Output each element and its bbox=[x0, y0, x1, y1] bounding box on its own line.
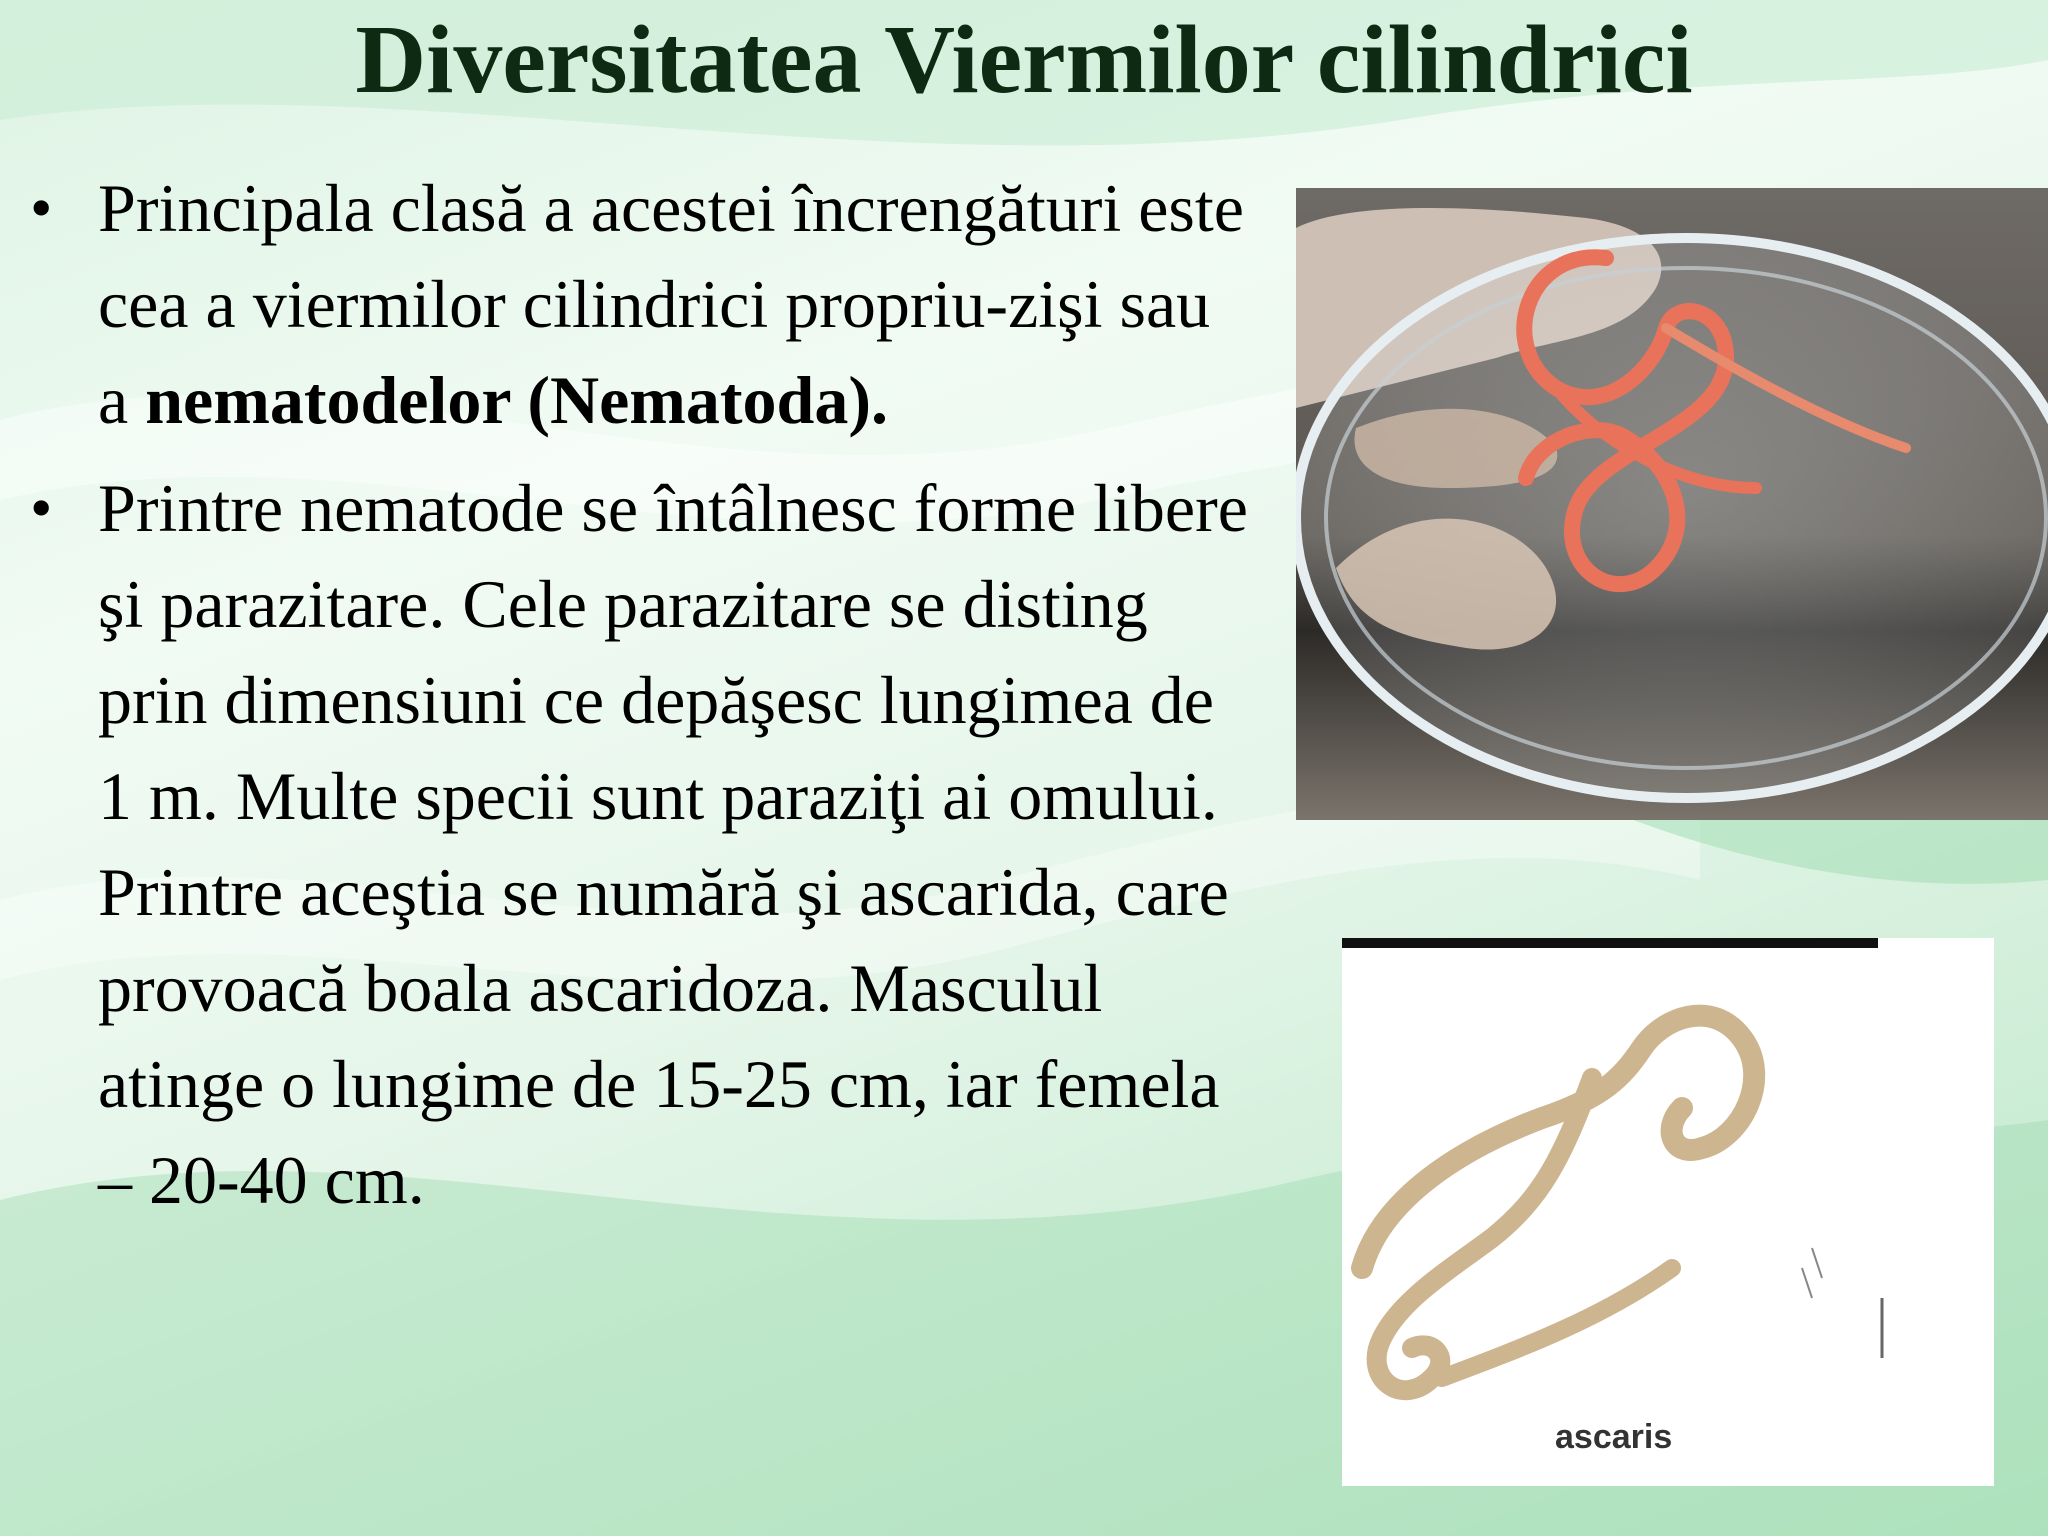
bullet-text: Printre nematode se întâlnesc forme libere şi parazitare. Cele parazitare se disting prin dimensiuni ce depăşesc lungimea de 1 m. Multe specii sunt paraziţi ai omului. Printre aceştia se numără şi ascarida, care provoacă boala ascaridoza. Masculul atinge o lungime de 15-25 cm, iar femela – 20-40 cm. bbox=[98, 470, 1248, 1218]
bullet-bold-text: nematodelor (Nematoda). bbox=[145, 362, 889, 438]
slide-title: Diversitatea Viermilor cilindrici bbox=[355, 6, 1693, 114]
bullet-text: Principala clasă a acestei încrengături este cea a viermilor cilindrici propriu-zişi sau a bbox=[98, 170, 1244, 438]
bullet-item bbox=[22, 460, 1252, 1228]
bullet-list bbox=[22, 160, 1252, 1240]
petri-dish-photo bbox=[1296, 188, 2048, 820]
bullet-dot: • bbox=[30, 172, 53, 243]
ascaris-illustration bbox=[1342, 938, 1994, 1486]
ascaris-caption: ascaris bbox=[1555, 1418, 1673, 1456]
bullet-item bbox=[22, 160, 1252, 448]
bullet-dot: • bbox=[30, 472, 53, 543]
